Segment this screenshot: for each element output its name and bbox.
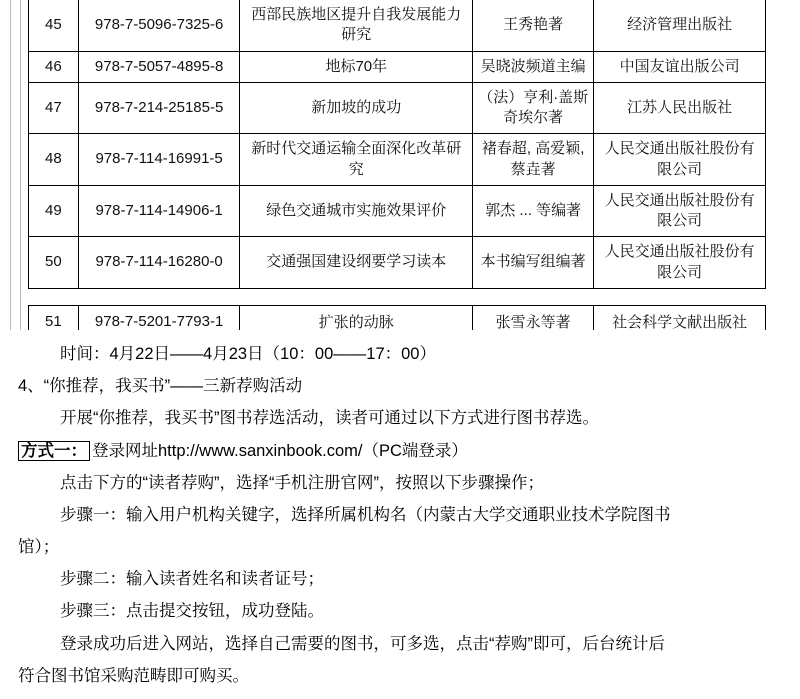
tail-line-2: 符合图书馆采购范畴即可购买。 bbox=[18, 666, 249, 685]
cell-isbn: 978-7-114-16991-5 bbox=[78, 134, 240, 186]
cell-publisher: 经济管理出版社 bbox=[594, 0, 766, 51]
cell-publisher: 社会科学文献出版社 bbox=[594, 306, 766, 331]
cell-no: 46 bbox=[29, 51, 79, 82]
step-one-line: 步骤一：输入用户机构关键字，选择所属机构名（内蒙古大学交通职业技术学院图书 bbox=[60, 505, 671, 524]
book-table bbox=[28, 0, 766, 289]
cell-author: 本书编写组编著 bbox=[473, 237, 594, 289]
cell-no: 47 bbox=[29, 82, 79, 134]
book-table-region bbox=[0, 0, 800, 330]
cell-title: 交通强国建设纲要学习读本 bbox=[240, 237, 473, 289]
cell-no: 45 bbox=[29, 0, 79, 51]
cell-isbn: 978-7-5201-7793-1 bbox=[78, 306, 240, 331]
time-line: 时间：4月22日——4月23日（10：00——17：00） bbox=[60, 345, 436, 363]
scan-edge-rule-left-2 bbox=[20, 0, 21, 330]
document-body bbox=[0, 330, 800, 692]
cell-isbn: 978-7-5057-4895-8 bbox=[78, 51, 240, 82]
book-table-clipped-row bbox=[0, 305, 800, 330]
cell-title: 扩张的动脉 bbox=[240, 306, 473, 331]
step-two-line: 步骤二：输入读者姓名和读者证号； bbox=[60, 570, 324, 589]
table-row bbox=[29, 134, 766, 186]
cell-author: （法）亨利·盖斯奇埃尔著 bbox=[473, 82, 594, 134]
method-one-line bbox=[18, 435, 782, 467]
cell-author: 王秀艳著 bbox=[473, 0, 594, 51]
table-row bbox=[29, 306, 766, 331]
cell-no: 49 bbox=[29, 185, 79, 237]
cell-no: 51 bbox=[29, 306, 79, 331]
method-one-label: 方式一： bbox=[18, 441, 90, 461]
cell-no: 50 bbox=[29, 237, 79, 289]
step-three-line: 步骤三：点击提交按钮，成功登陆。 bbox=[60, 602, 324, 621]
step-one-continuation: 馆）； bbox=[18, 538, 60, 557]
cell-title: 西部民族地区提升自我发展能力研究 bbox=[240, 0, 473, 51]
cell-isbn: 978-7-5096-7325-6 bbox=[78, 0, 240, 51]
cell-author: 郭杰 ... 等编著 bbox=[473, 185, 594, 237]
tail-line-1: 登录成功后进入网站，选择自己需要的图书，可多选，点击“荐购”即可，后台统计后 bbox=[60, 634, 665, 653]
table-row bbox=[29, 185, 766, 237]
cell-isbn: 978-7-114-16280-0 bbox=[78, 237, 240, 289]
cell-author: 吴晓波频道主编 bbox=[473, 51, 594, 82]
cell-isbn: 978-7-114-14906-1 bbox=[78, 185, 240, 237]
cell-no: 48 bbox=[29, 134, 79, 186]
cell-isbn: 978-7-214-25185-5 bbox=[78, 82, 240, 134]
table-row bbox=[29, 82, 766, 134]
cell-publisher: 人民交通出版社股份有限公司 bbox=[594, 237, 766, 289]
cell-publisher: 江苏人民出版社 bbox=[594, 82, 766, 134]
cell-author: 张雪永等著 bbox=[473, 306, 594, 331]
book-table-continuation bbox=[28, 305, 766, 330]
cell-title: 新时代交通运输全面深化改革研究 bbox=[240, 134, 473, 186]
method-one-text: 登录网址http://www.sanxinbook.com/（PC端登录） bbox=[92, 441, 468, 460]
cell-publisher: 人民交通出版社股份有限公司 bbox=[594, 185, 766, 237]
section-heading: 4、“你推荐，我买书”——三新荐购活动 bbox=[18, 377, 303, 396]
activity-intro: 开展“你推荐，我买书”图书荐选活动，读者可通过以下方式进行图书荐选。 bbox=[60, 409, 599, 428]
table-row bbox=[29, 237, 766, 289]
scan-edge-rule-left bbox=[10, 0, 11, 330]
cell-publisher: 人民交通出版社股份有限公司 bbox=[594, 134, 766, 186]
cell-title: 新加坡的成功 bbox=[240, 82, 473, 134]
table-row bbox=[29, 51, 766, 82]
table-row bbox=[29, 0, 766, 51]
cell-publisher: 中国友谊出版公司 bbox=[594, 51, 766, 82]
cell-title: 绿色交通城市实施效果评价 bbox=[240, 185, 473, 237]
cell-author: 褚春超, 高爱颖, 蔡垚著 bbox=[473, 134, 594, 186]
cell-title: 地标70年 bbox=[240, 51, 473, 82]
click-instruction-line: 点击下方的“读者荐购”，选择“手机注册官网”，按照以下步骤操作； bbox=[60, 473, 544, 492]
